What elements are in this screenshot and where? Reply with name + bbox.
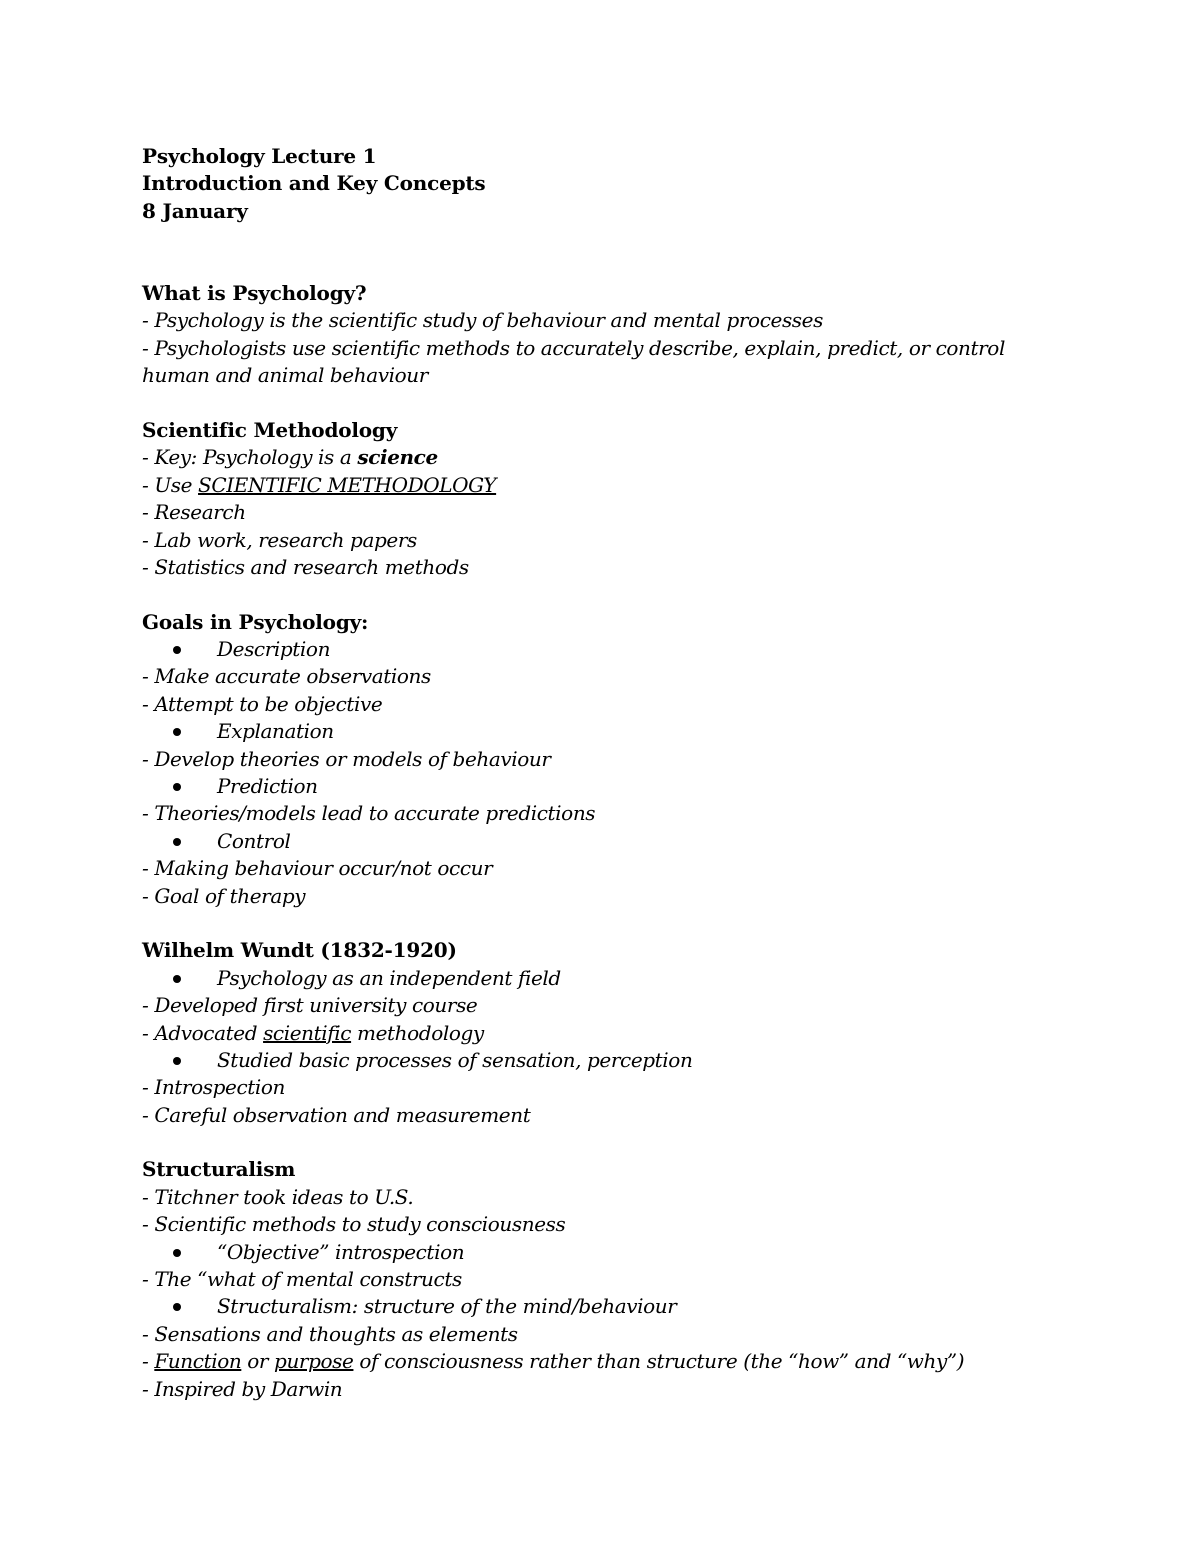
note-line: - Statistics and research methods (142, 554, 469, 579)
section-heading-structuralism: Structuralism (142, 1157, 296, 1182)
note-text: or (241, 1349, 275, 1374)
bullet-item (142, 773, 1142, 800)
underlined-text: purpose (274, 1349, 354, 1374)
bullet-text: Studied basic processes of sensation, perception (217, 1047, 693, 1072)
bullet-icon (173, 646, 181, 654)
bullet-text: Structuralism: structure of the mind/behaviour (217, 1294, 677, 1319)
underlined-text: SCIENTIFIC METHODOLOGY (198, 472, 497, 497)
note-line: - Careful observation and measurement (142, 1102, 531, 1127)
note-line: - Developed first university course (142, 993, 478, 1018)
note-text: - Advocated (142, 1020, 264, 1045)
section-heading-goals: Goals in Psychology: (142, 609, 369, 634)
section-heading-wundt: Wilhelm Wundt (1832-1920) (142, 938, 457, 963)
note-text: - Use (142, 472, 199, 497)
emphasis-text: science (357, 445, 438, 470)
note-line: - Sensations and thoughts as elements (142, 1321, 518, 1346)
note-line: - Attempt to be objective (142, 691, 383, 716)
note-line: - Introspection (142, 1075, 285, 1100)
lecture-topic: Introduction and Key Concepts (142, 171, 486, 196)
bullet-icon (173, 728, 181, 736)
note-text: - (142, 1349, 155, 1374)
document-page (142, 143, 1142, 1403)
spacer (142, 1129, 1142, 1156)
bullet-item (142, 718, 1142, 745)
bullet-text: Explanation (217, 719, 334, 744)
note-line: - Make accurate observations (142, 664, 431, 689)
section-heading-scientific-methodology: Scientific Methodology (142, 417, 398, 442)
note-line: - Psychology is the scientific study of behaviour and mental processes (142, 308, 823, 333)
bullet-icon (173, 1303, 181, 1311)
note-line: - Lab work, research papers (142, 527, 417, 552)
note-line: - Goal of therapy (142, 883, 306, 908)
bullet-text: Prediction (217, 774, 318, 799)
section-heading-what-is-psychology: What is Psychology? (142, 280, 367, 305)
note-line: - Research (142, 500, 246, 525)
bullet-icon (173, 838, 181, 846)
underlined-text: scientific (263, 1020, 352, 1045)
bullet-item (142, 828, 1142, 855)
spacer (142, 581, 1142, 608)
note-line: - Psychologists use scientific methods to accurately describe, explain, predict, or control human and animal behaviour (142, 335, 1005, 388)
bullet-text: Psychology as an independent field (217, 965, 561, 990)
note-line (142, 1348, 1142, 1375)
note-text: methodology (351, 1020, 484, 1045)
bullet-icon (173, 1249, 181, 1257)
note-line: - Inspired by Darwin (142, 1376, 343, 1401)
note-text: of consciousness rather than structure (the “how” and “why”) (353, 1349, 965, 1374)
bullet-text: Description (217, 637, 331, 662)
underlined-text: Function (154, 1349, 242, 1374)
note-line: - Titchner took ideas to U.S. (142, 1184, 414, 1209)
note-line: - The “what of mental constructs (142, 1267, 462, 1292)
note-line: - Scientific methods to study consciousness (142, 1212, 566, 1237)
bullet-text: “Objective” introspection (217, 1239, 465, 1264)
note-line (142, 472, 1142, 499)
bullet-text: Control (217, 828, 291, 853)
course-title: Psychology Lecture 1 (142, 144, 377, 168)
bullet-icon (173, 975, 181, 983)
note-text: - Key: Psychology is a (142, 445, 358, 470)
spacer (142, 390, 1142, 417)
note-line (142, 1020, 1142, 1047)
bullet-item (142, 636, 1142, 663)
spacer (142, 253, 1142, 280)
bullet-icon (173, 1057, 181, 1065)
bullet-item (142, 1047, 1142, 1074)
note-line: - Develop theories or models of behaviour (142, 746, 551, 771)
note-line: - Making behaviour occur/not occur (142, 856, 493, 881)
bullet-item (142, 965, 1142, 992)
bullet-item (142, 1239, 1142, 1266)
bullet-icon (173, 783, 181, 791)
lecture-date: 8 January (142, 198, 248, 223)
note-line: - Theories/models lead to accurate predictions (142, 801, 596, 826)
spacer (142, 225, 1142, 252)
note-line (142, 444, 1142, 471)
bullet-item (142, 1293, 1142, 1320)
spacer (142, 910, 1142, 937)
